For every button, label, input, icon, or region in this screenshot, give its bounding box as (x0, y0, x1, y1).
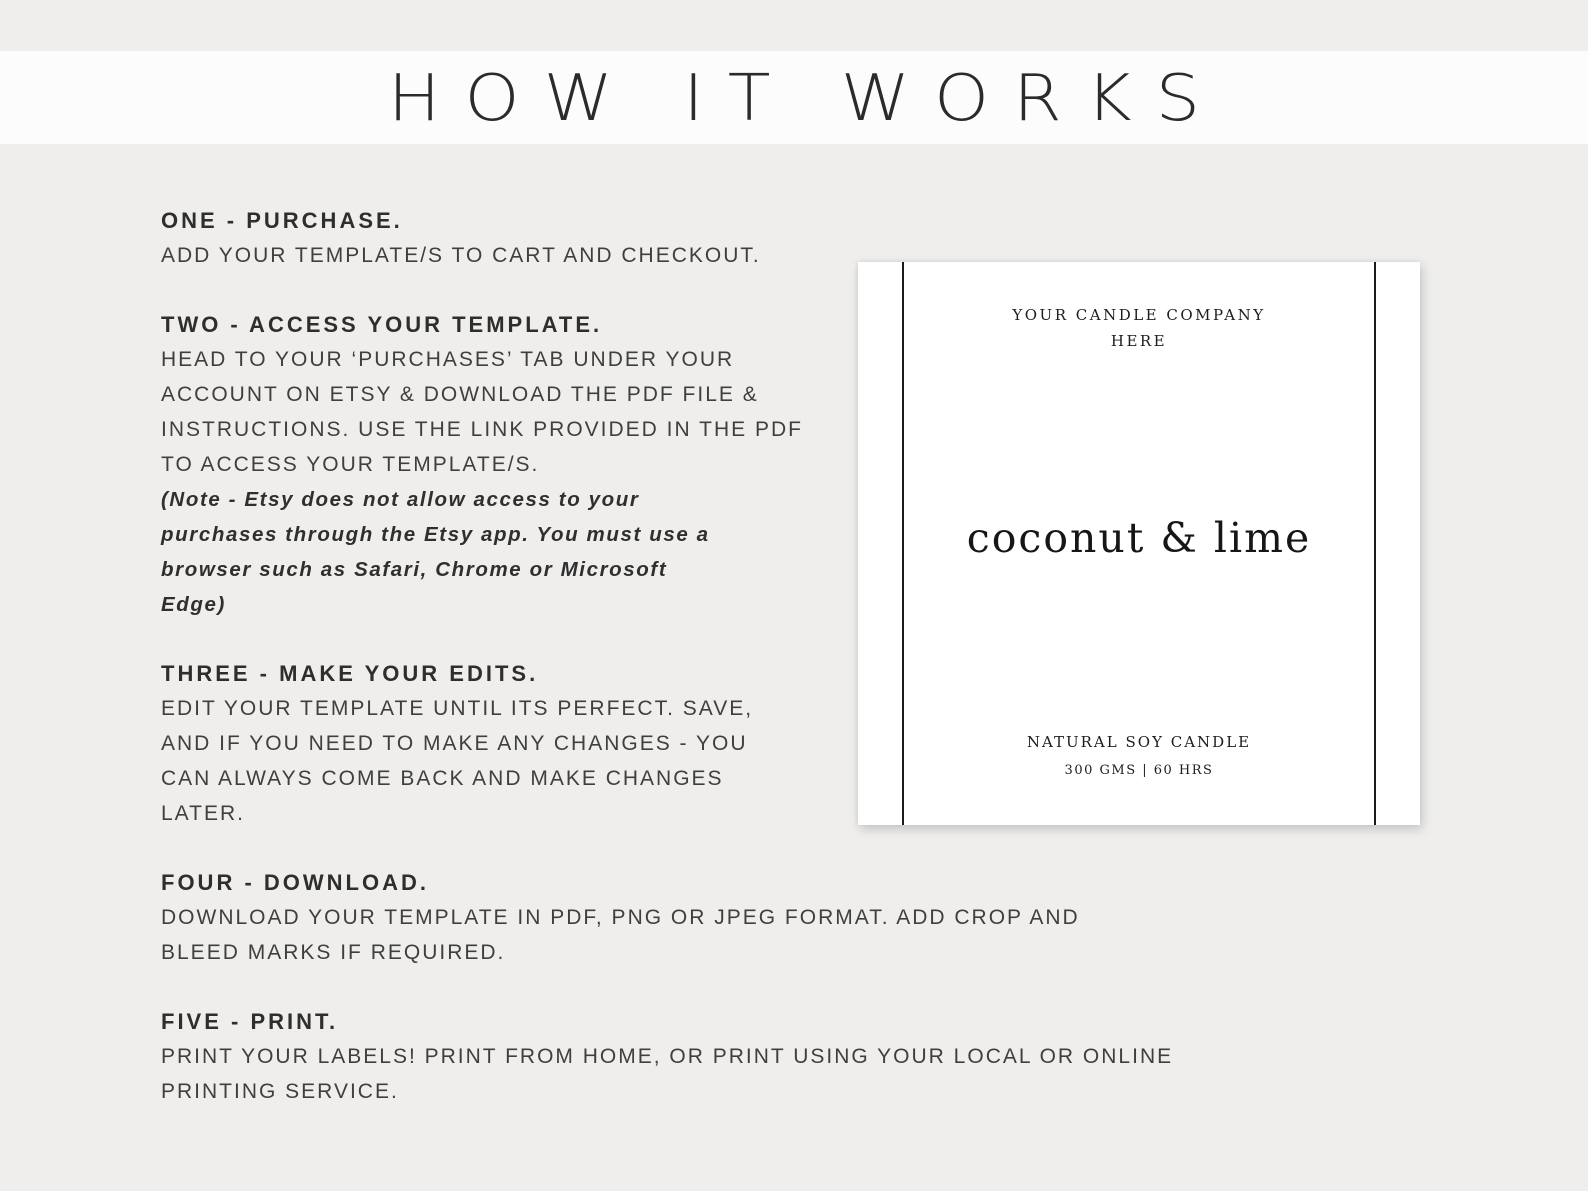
label-border-left (902, 262, 904, 825)
step-text: LATER. (161, 802, 245, 825)
step-text: PRINTING SERVICE. (161, 1080, 399, 1103)
label-scent-name: coconut & lime (966, 514, 1312, 562)
label-border-right (1374, 262, 1376, 825)
step-heading: TWO - ACCESS YOUR TEMPLATE. (161, 312, 603, 337)
label-company-line: YOUR CANDLE COMPANY (1012, 306, 1266, 324)
step-five (161, 1004, 1174, 1109)
step-text: EDIT YOUR TEMPLATE UNTIL ITS PERFECT. SAVE, (161, 697, 754, 720)
step-note: (Note - Etsy does not allow access to your (161, 488, 640, 511)
step-text: ADD YOUR TEMPLATE/S TO CART AND CHECKOUT. (161, 244, 761, 267)
step-text: INSTRUCTIONS. USE THE LINK PROVIDED IN THE PDF (161, 418, 803, 441)
step-text: AND IF YOU NEED TO MAKE ANY CHANGES - YOU (161, 732, 748, 755)
label-company-name (918, 302, 1360, 354)
label-product-type: NATURAL SOY CANDLE (1026, 733, 1252, 751)
step-note: browser such as Safari, Chrome or Microsoft (161, 558, 668, 581)
step-note: Edge) (161, 593, 226, 616)
candle-label-preview (858, 262, 1420, 825)
step-text: CAN ALWAYS COME BACK AND MAKE CHANGES (161, 767, 724, 790)
step-text: BLEED MARKS IF REQUIRED. (161, 941, 506, 964)
step-heading: FOUR - DOWNLOAD. (161, 870, 429, 895)
step-text: ACCOUNT ON ETSY & DOWNLOAD THE PDF FILE & (161, 383, 759, 406)
step-text: TO ACCESS YOUR TEMPLATE/S. (161, 453, 540, 476)
step-heading: FIVE - PRINT. (161, 1009, 339, 1034)
label-company-line: HERE (1110, 332, 1168, 350)
label-specs: 300 GMS | 60 HRS (1064, 763, 1214, 778)
step-text: PRINT YOUR LABELS! PRINT FROM HOME, OR PRINT USING YOUR LOCAL OR ONLINE (161, 1045, 1174, 1068)
step-note: purchases through the Etsy app. You must use a (161, 523, 710, 546)
step-four (161, 865, 1161, 970)
step-text: HEAD TO YOUR ‘PURCHASES’ TAB UNDER YOUR (161, 348, 735, 371)
step-text: DOWNLOAD YOUR TEMPLATE IN PDF, PNG OR JPEG FORMAT. ADD CROP AND (161, 906, 1080, 929)
title-banner (0, 51, 1588, 144)
step-heading: ONE - PURCHASE. (161, 208, 403, 233)
page-title: HOW IT WORKS (387, 59, 1225, 136)
step-heading: THREE - MAKE YOUR EDITS. (161, 661, 539, 686)
